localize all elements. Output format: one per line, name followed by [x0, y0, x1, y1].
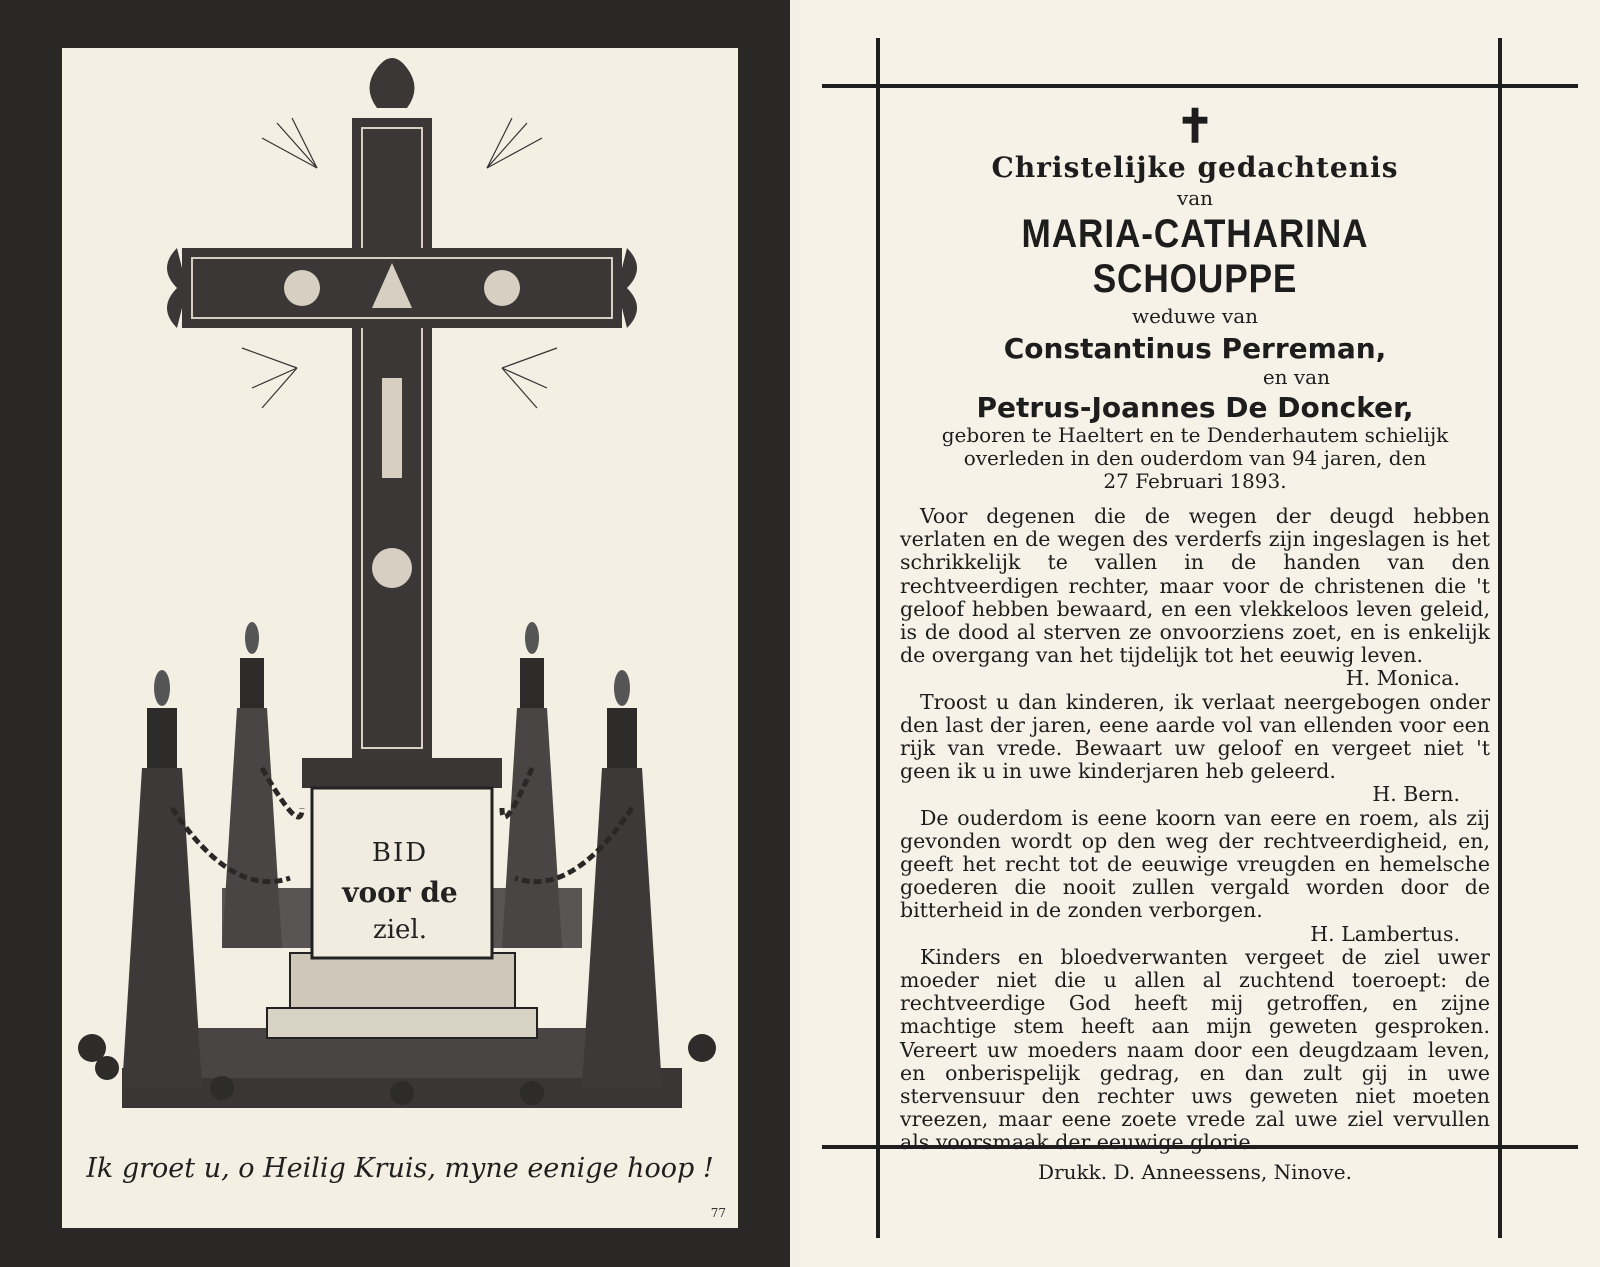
paragraph-1-text: Voor degenen die de wegen der deugd hebben verlaten en de wegen des verderfs zijn ingeslagen is het schrikkelijk te vallen in de handen van den rechtveerdigen rechter, maar voor de christenen die 't geloof hebben bewaard, en een vlekkeloos leven geleid, is de dood al sterven ze onvoorziens zoet, en is enkelijk de overgang van het tijdelijk tot het eeuwig leven. — [900, 504, 1490, 668]
memorial-body — [900, 505, 1490, 1155]
memorial-text — [900, 99, 1490, 1155]
memorial-card-back — [800, 0, 1600, 1267]
en-van-label: en van — [1262, 365, 1330, 389]
inscription-voor-de: voor de — [342, 876, 458, 909]
attribution-3: H. Lambertus. — [1310, 921, 1460, 946]
obelisk-right-outer — [582, 670, 662, 1088]
left-rule — [876, 38, 880, 1238]
attribution-1: H. Monica. — [1345, 666, 1460, 691]
inscription-ziel: ziel. — [373, 915, 427, 945]
obelisk-right-inner — [502, 622, 562, 948]
second-spouse: Petrus-Joannes De Doncker, — [976, 391, 1414, 424]
right-rule — [1498, 38, 1502, 1238]
inscription-bid: BID — [371, 838, 429, 868]
paragraph-1 — [900, 505, 1490, 691]
paragraph-2 — [900, 691, 1490, 807]
paragraph-4-text: Kinders en bloedverwanten vergeet de ziel uwer moeder niet die u allen al zuchtend toeroept: de rechtveerdige God heeft mij getroffen, en zijne machtige stem heeft aan mijn geweten gesproken. Vereert uw moeders naam door een deugdzaam leven, en onberispelijk gedrag, en dan zult gij in uwe stervensuur den rechter uws geweten niet moeten vreezen, maar eene zoete vrede zal uwe ziel vervullen als voorsmaak der eeuwige glorie. — [900, 944, 1490, 1155]
weduwe-label: weduwe van — [1131, 304, 1259, 328]
card-front-paper — [62, 48, 738, 1228]
paragraph-4 — [900, 946, 1490, 1155]
first-spouse: Constantinus Perreman, — [1003, 332, 1387, 365]
top-rule — [822, 84, 1578, 88]
heading: Christelijke gedachtenis — [991, 151, 1399, 184]
attribution-2: H. Bern. — [1372, 782, 1460, 807]
card-front-caption: Ik groet u, o Heilig Kruis, myne eenige hoop ! — [86, 1153, 714, 1184]
printer-credit: Drukk. D. Anneessens, Ninove. — [1038, 1160, 1352, 1184]
obelisk-left-inner — [222, 622, 282, 948]
paragraph-3 — [900, 807, 1490, 946]
deceased-name: MARIA-CATHARINA SCHOUPPE — [1021, 212, 1369, 301]
van-label: van — [1176, 186, 1214, 210]
cross-icon: ✝ — [1175, 99, 1215, 153]
memorial-card-front — [0, 0, 790, 1267]
bio-line-1: geboren te Haeltert en te Denderhautem schielijk — [941, 423, 1449, 447]
cross-monument-engraving — [62, 48, 738, 1148]
obelisk-left-outer — [122, 670, 202, 1088]
cross — [167, 58, 637, 758]
paragraph-2-text: Troost u dan kinderen, ik verlaat neergebogen onder den last der jaren, eene aarde vol van ellenden voor een rijk van vrede. Bewaart uw geloof en vergeet niet 't geen ik u in uwe kinderjaren heb geleerd. — [900, 689, 1490, 784]
pedestal-inscription — [330, 838, 470, 945]
plate-number: 77 — [710, 1206, 726, 1220]
bio-line-2: overleden in den ouderdom van 94 jaren, den — [963, 446, 1427, 470]
bio-line-3: 27 Februari 1893. — [1103, 469, 1287, 493]
paragraph-3-text: De ouderdom is eene koorn van eere en roem, als zij gevonden wordt op den weg der rechtveerdigheid, en, geeft het recht tot de eeuwige vreugden en hemelsche goederen die nooit zullen vergald worden door de bitterheid in de zonden verborgen. — [900, 805, 1490, 923]
